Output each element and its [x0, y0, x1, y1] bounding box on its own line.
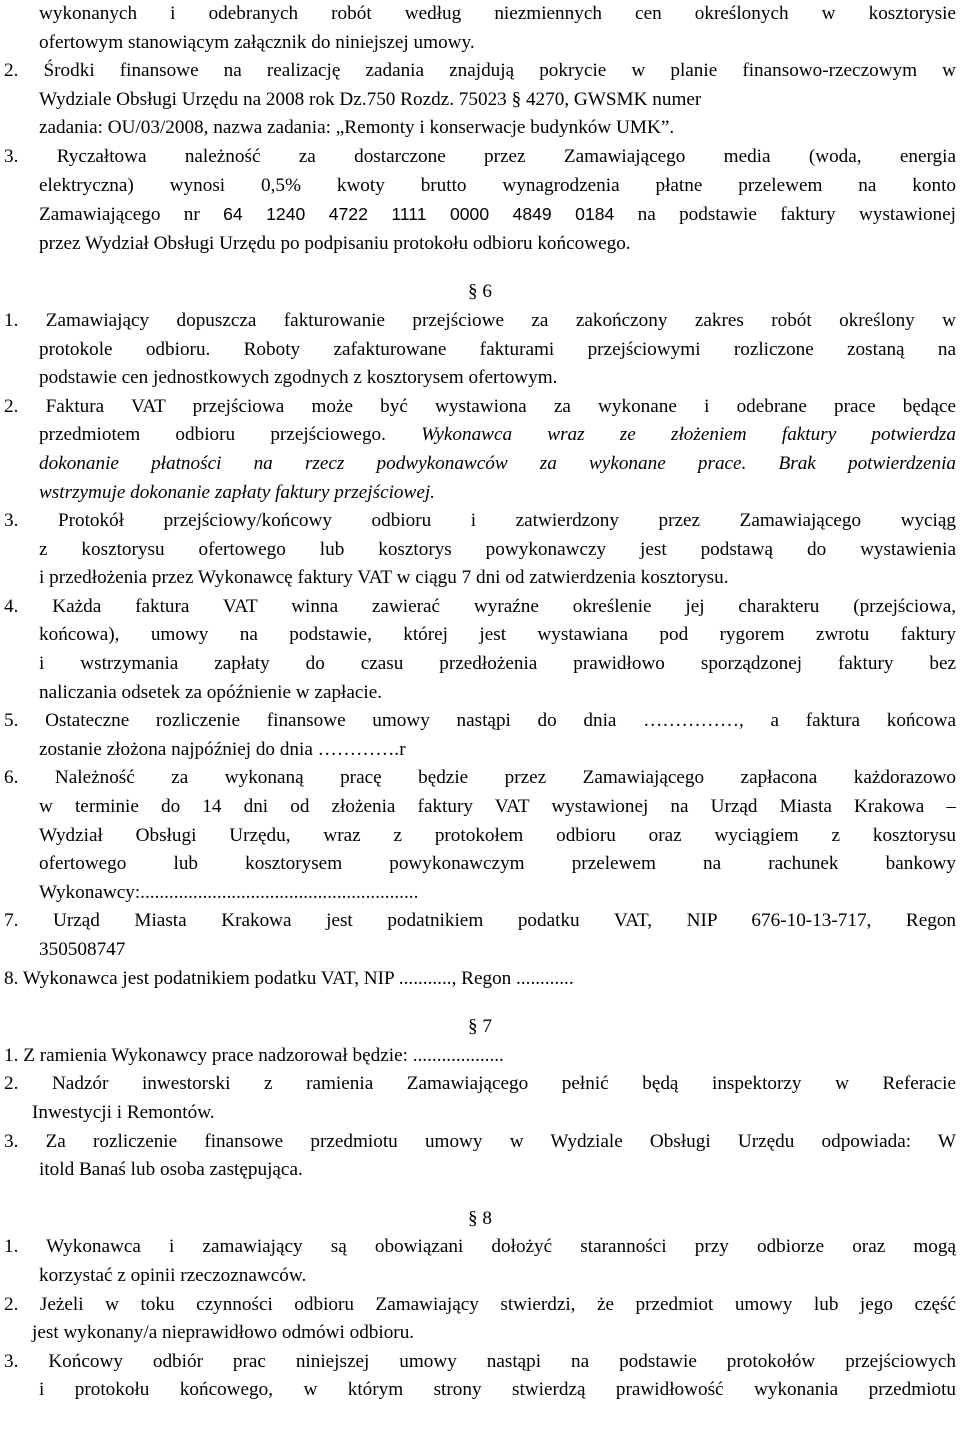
text-line: zostanie złożona najpóźniej do dnia ………….r: [39, 738, 406, 760]
text-line: końcowa), umowy na podstawie, której jest wystawiana pod rygorem zwrotu faktury: [39, 624, 956, 646]
text-line: Inwestycji i Remontów.: [32, 1101, 215, 1123]
item-text: Wykonawca jest podatnikiem podatku VAT, NIP ..........., Regon ............: [22, 967, 574, 989]
item-number: 2.: [4, 1073, 19, 1095]
text-line: [4, 965, 956, 994]
section-7-item-1: [4, 1042, 956, 1071]
section-6-item-4: [4, 593, 956, 707]
item-text: Każda faktura VAT winna zawierać wyraźne określenie jej charakteru (przejściowa,: [52, 595, 957, 617]
item-number: 4.: [4, 595, 19, 617]
section-6-item-1: [4, 307, 956, 393]
item-number: 1.: [4, 309, 19, 331]
section-7-item-3: [4, 1128, 956, 1185]
section-8-item-2: [4, 1291, 956, 1348]
text-line: [4, 143, 956, 172]
text-line: w terminie do 14 dni od złożenia faktury VAT wystawionej na Urząd Miasta Krakowa –: [39, 796, 956, 818]
text-line: protokole odbioru. Roboty zafakturowane fakturami przejściowymi rozliczone zostaną na: [39, 338, 956, 360]
section-6-item-6: [4, 764, 956, 907]
text-line: korzystać z opinii rzeczoznawców.: [39, 1264, 307, 1286]
item-text: Należność za wykonaną pracę będzie przez Zamawiającego zapłacona każdorazowo: [54, 767, 957, 789]
text-line: [4, 1348, 956, 1377]
text-line: [4, 1042, 956, 1071]
section-number: 6: [482, 281, 492, 303]
section-number: 8: [482, 1207, 492, 1229]
text-line: [4, 707, 956, 736]
item-number: 3.: [4, 145, 19, 167]
item-text-italic: wstrzymuje dokonanie zapłaty faktury przejściowej.: [39, 481, 435, 503]
text-line: [4, 1233, 956, 1262]
section-heading-7: [4, 1013, 956, 1042]
text-line: przez Wydział Obsługi Urzędu po podpisaniu protokołu odbioru końcowego.: [39, 232, 631, 254]
item-text-italic: Wykonawca wraz ze złożeniem faktury potwierdza: [421, 424, 956, 446]
text-line: [4, 450, 956, 479]
item-text: 4270, GWSMK numer: [525, 88, 702, 110]
item-text: na podstawie faktury wystawionej: [614, 204, 956, 226]
text-line: [4, 421, 956, 450]
section-heading-8: [4, 1205, 956, 1234]
text-line: z kosztorysu ofertowego lub kosztorys powykonawczy jest podstawą do wystawienia: [39, 538, 956, 560]
section-6-item-8: [4, 965, 956, 994]
text-line: Wydział Obsługi Urzędu, wraz z protokołem odbioru oraz wyciągiem z kosztorysu: [39, 824, 956, 846]
section-8-item-3: [4, 1348, 956, 1405]
text-line: [4, 393, 956, 422]
text-line: [4, 307, 956, 336]
text-line: [4, 200, 956, 230]
item-text: Ryczałtowa należność za dostarczone przez Zamawiającego media (woda, energia: [56, 145, 957, 167]
section-number: 7: [482, 1016, 492, 1038]
spacer: [4, 258, 956, 278]
section-sign-icon: §: [468, 1016, 478, 1038]
item-text: Zamawiający dopuszcza fakturowanie przejściowe za zakończony zakres robót określony w: [45, 309, 956, 331]
text-line: i wstrzymania zapłaty do czasu przedłożenia prawidłowo sporządzonej faktury bez: [39, 653, 956, 675]
item-number: 8.: [4, 967, 19, 989]
item-text: zadania: OU/03/2008, nazwa zadania:: [39, 117, 336, 139]
item-text: Z ramienia Wykonawcy prace nadzorował będzie: ...................: [23, 1044, 504, 1066]
text-line: [4, 764, 956, 793]
item-number: 3.: [4, 1130, 19, 1152]
section-heading-6: [4, 278, 956, 307]
item-number: 1.: [4, 1236, 19, 1258]
item-number: 6.: [4, 767, 19, 789]
item-text-italic: dokonanie płatności na rzecz podwykonawców za wykonane prace. Brak potwierdzenia: [39, 452, 956, 474]
item-text: Wydziale Obsługi Urzędu na 2008 rok Dz.750 Rozdz. 75023: [39, 88, 507, 110]
text-line: ofertowego lub kosztorysem powykonawczym przelewem na rachunek bankowy: [39, 853, 956, 875]
item-text: Zamawiającego nr: [39, 204, 224, 226]
section-sign-icon: §: [468, 1207, 478, 1229]
item-text: Za rozliczenie finansowe przedmiotu umowy w Wydziale Obsługi Urzędu odpowiada: W: [45, 1130, 956, 1152]
text-line: wykonanych i odebranych robót według niezmiennych cen określonych w kosztorysie: [39, 3, 956, 24]
text-line: [4, 507, 956, 536]
item-text: Wykonawca i zamawiający są obowiązani dołożyć staranności przy odbiorze oraz mogą: [46, 1236, 956, 1258]
section-6-item-2: [4, 393, 956, 507]
item-number: 3.: [4, 1350, 19, 1372]
text-line: [4, 593, 956, 622]
item-number: 5.: [4, 710, 19, 732]
section-sign-icon: §: [511, 88, 522, 110]
item-text: Jeżeli w toku czynności odbioru Zamawiający stwierdzi, że przedmiot umowy lub jego część: [39, 1293, 957, 1315]
spacer: [4, 993, 956, 1013]
text-line: podstawie cen jednostkowych zgodnych z kosztorysem ofertowym.: [39, 367, 558, 389]
item-number: 2.: [4, 1293, 19, 1315]
text-line: i protokołu końcowego, w którym strony stwierdzą prawidłowość wykonania przedmiotu: [39, 1379, 956, 1401]
section-8-item-1: [4, 1233, 956, 1290]
text-line: [4, 1070, 956, 1099]
item-text: Końcowy odbiór prac niniejszej umowy nastąpi na podstawie protokołów przejściowych: [48, 1350, 957, 1372]
text-line: i przedłożenia przez Wykonawcę faktury VAT w ciągu 7 dni od zatwierdzenia kosztorysu.: [39, 567, 729, 589]
section-sign-icon: §: [468, 281, 478, 303]
item-number: 2.: [4, 60, 19, 82]
item-text: Protokół przejściowy/końcowy odbioru i zatwierdzony przez Zamawiającego wyciąg: [57, 510, 956, 532]
section-6-item-3: [4, 507, 956, 593]
item-text: Środki finansowe na realizację zadania znajdują pokrycie w planie finansowo-rzeczowym w: [43, 60, 957, 82]
text-line: elektryczna) wynosi 0,5% kwoty brutto wynagrodzenia płatne przelewem na konto: [39, 174, 956, 196]
text-line: [4, 86, 956, 115]
text-line: ofertowym stanowiącym załącznik do niniejszej umowy.: [39, 31, 475, 53]
text-line: [4, 114, 956, 143]
item-text: Urząd Miasta Krakowa jest podatnikiem podatku VAT, NIP 676-10-13-717, Regon: [52, 910, 957, 932]
text-line: Wykonawcy:..........................................................: [39, 881, 419, 903]
item-number: 7.: [4, 910, 19, 932]
text-line: jest wykonany/a nieprawidłowo odmówi odbioru.: [32, 1322, 415, 1344]
text-line: [4, 57, 956, 86]
item-text: Nadzór inwestorski z ramienia Zamawiającego pełnić będą inspektorzy w Referacie: [51, 1073, 956, 1095]
text-line: naliczania odsetek za opóźnienie w zapłacie.: [39, 681, 383, 703]
paragraph-continuation: [4, 0, 956, 57]
clause-item-3: [4, 143, 956, 258]
text-line: itold Banaś lub osoba zastępująca.: [39, 1159, 303, 1181]
text-line: [4, 1128, 956, 1157]
item-number: 1.: [4, 1044, 19, 1066]
item-text: Faktura VAT przejściowa może być wystawiona za wykonane i odebrane prace będące: [45, 395, 957, 417]
section-7-item-2: [4, 1070, 956, 1127]
spacer: [4, 1185, 956, 1205]
account-number: 64 1240 4722 1111 0000 4849 0184: [223, 204, 615, 225]
clause-item-2: [4, 57, 956, 143]
text-line: [4, 907, 956, 936]
item-number: 3.: [4, 510, 19, 532]
item-number: 2.: [4, 395, 19, 417]
task-name: „Remonty i konserwacje budynków UMK”.: [335, 117, 675, 139]
text-line: 350508747: [39, 939, 126, 960]
section-6-item-7: [4, 907, 956, 964]
text-line: [4, 1291, 956, 1320]
item-text: przedmiotem odbioru przejściowego.: [39, 424, 422, 446]
text-line: [4, 479, 956, 508]
section-6-item-5: [4, 707, 956, 764]
item-text: Ostateczne rozliczenie finansowe umowy nastąpi do dnia ……………, a faktura końcowa: [45, 710, 957, 732]
